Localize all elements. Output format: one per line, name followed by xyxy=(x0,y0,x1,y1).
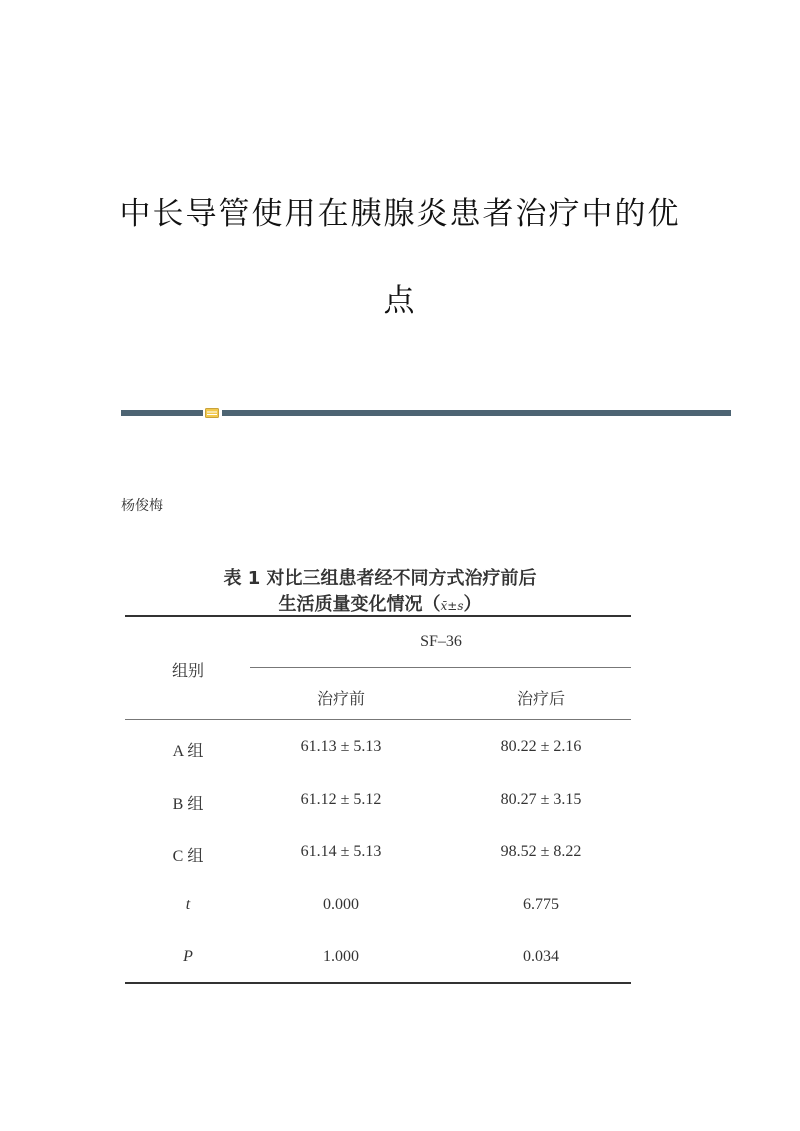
cell-after: 80.27 ± 3.15 xyxy=(500,791,582,808)
author-name: 杨俊梅 xyxy=(121,498,163,514)
header-sf36: SF–36 xyxy=(420,633,462,650)
header-before: 治疗前 xyxy=(316,691,365,708)
title-divider-left xyxy=(121,410,203,416)
cell-group: P xyxy=(183,948,193,965)
cell-group: C 组 xyxy=(172,848,204,865)
cell-before: 61.13 ± 5.13 xyxy=(300,738,382,755)
table-bottom-rule xyxy=(125,982,631,984)
document-title-line-2: 点 xyxy=(383,283,417,319)
table-caption-line-1: 表 1 对比三组患者经不同方式治疗前后 xyxy=(223,568,537,589)
caption-text: 生活质量变化情况（ xyxy=(278,594,441,615)
mean-sd-symbol: x̄±s xyxy=(440,599,464,613)
cell-group: t xyxy=(185,896,191,913)
header-group: 组别 xyxy=(171,663,204,680)
cell-after: 6.775 xyxy=(523,896,559,913)
cell-after: 80.22 ± 2.16 xyxy=(500,738,582,755)
document-icon xyxy=(205,408,219,418)
cell-before: 0.000 xyxy=(323,896,359,913)
cell-before: 61.14 ± 5.13 xyxy=(300,843,382,860)
title-divider-right xyxy=(222,410,731,416)
table-top-rule xyxy=(125,615,631,617)
cell-after: 0.034 xyxy=(523,948,559,965)
document-title-line-1: 中长导管使用在胰腺炎患者治疗中的优 xyxy=(119,196,681,232)
cell-before: 1.000 xyxy=(323,948,359,965)
cell-group: A 组 xyxy=(172,743,204,760)
table-header-bottom-rule xyxy=(125,719,631,720)
header-after: 治疗后 xyxy=(516,691,565,708)
table-caption-line-2 xyxy=(120,590,640,616)
cell-group: B 组 xyxy=(172,796,204,813)
cell-after: 98.52 ± 8.22 xyxy=(500,843,582,860)
cell-before: 61.12 ± 5.12 xyxy=(300,791,382,808)
table-header-mid-rule xyxy=(250,667,631,668)
caption-close-paren: ） xyxy=(463,594,482,615)
